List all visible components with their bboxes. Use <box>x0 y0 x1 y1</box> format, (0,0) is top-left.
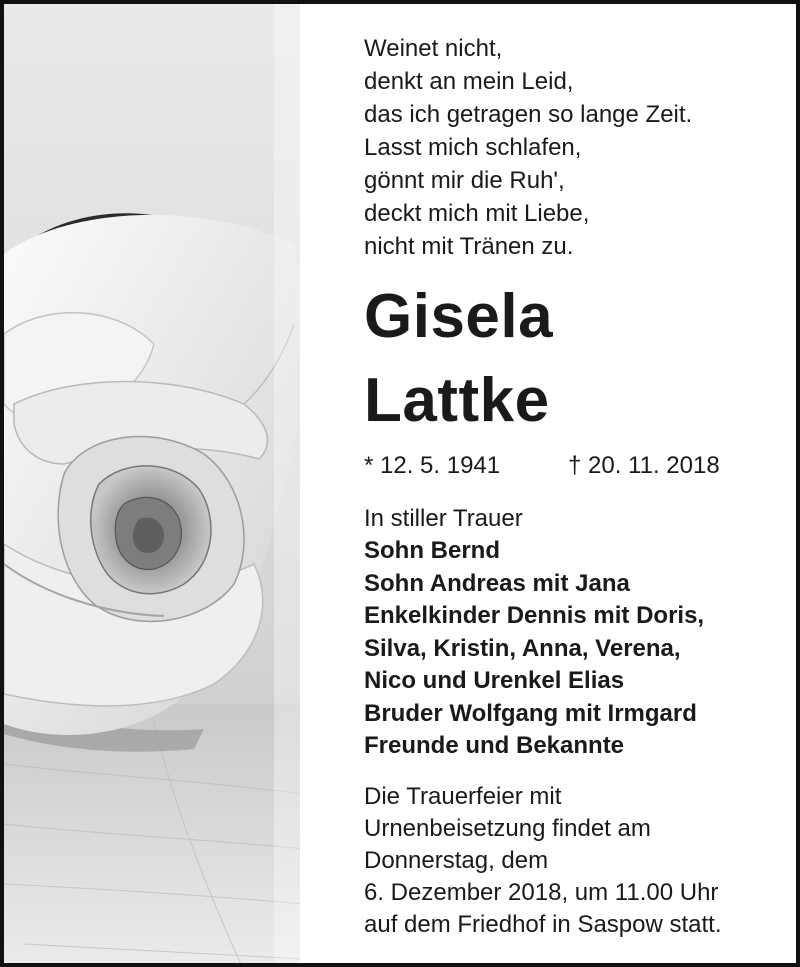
mourning-intro: In stiller Trauer <box>364 505 523 532</box>
poem-line: nicht mit Tränen zu. <box>364 233 574 260</box>
funeral-line: Die Trauerfeier mit <box>364 783 562 810</box>
mourners <box>364 503 784 763</box>
mourner-line: Sohn Bernd <box>364 537 500 564</box>
mourner-line: Nico und Urenkel Elias <box>364 667 625 694</box>
poem <box>364 32 784 263</box>
funeral-line: Urnenbeisetzung findet am <box>364 815 651 842</box>
first-name: Gisela <box>364 282 554 351</box>
funeral-line: auf dem Friedhof in Saspow statt. <box>364 911 722 938</box>
poem-line: denkt an mein Leid, <box>364 68 574 95</box>
poem-line: Lasst mich schlafen, <box>364 134 582 161</box>
mourner-line: Freunde und Bekannte <box>364 732 625 759</box>
rose-photo <box>4 4 304 967</box>
funeral-notice <box>364 781 784 941</box>
poem-line: deckt mich mit Liebe, <box>364 200 590 227</box>
birth-date: * 12. 5. 1941 <box>364 452 501 479</box>
mourner-line: Enkelkinder Dennis mit Doris, <box>364 602 705 629</box>
poem-line: das ich getragen so lange Zeit. <box>364 101 693 128</box>
poem-line: gönnt mir die Ruh', <box>364 167 565 194</box>
last-name: Lattke <box>364 366 550 435</box>
poem-line: Weinet nicht, <box>364 35 503 62</box>
funeral-line: 6. Dezember 2018, um 11.00 Uhr <box>364 879 719 906</box>
white-rose-icon <box>4 4 304 967</box>
death-date: † 20. 11. 2018 <box>568 452 720 479</box>
mourner-line: Silva, Kristin, Anna, Verena, <box>364 634 681 662</box>
mourner-line: Bruder Wolfgang mit Irmgard <box>364 699 697 727</box>
mourner-line: Sohn Andreas mit Jana <box>364 569 630 597</box>
funeral-line: Donnerstag, dem <box>364 847 549 874</box>
